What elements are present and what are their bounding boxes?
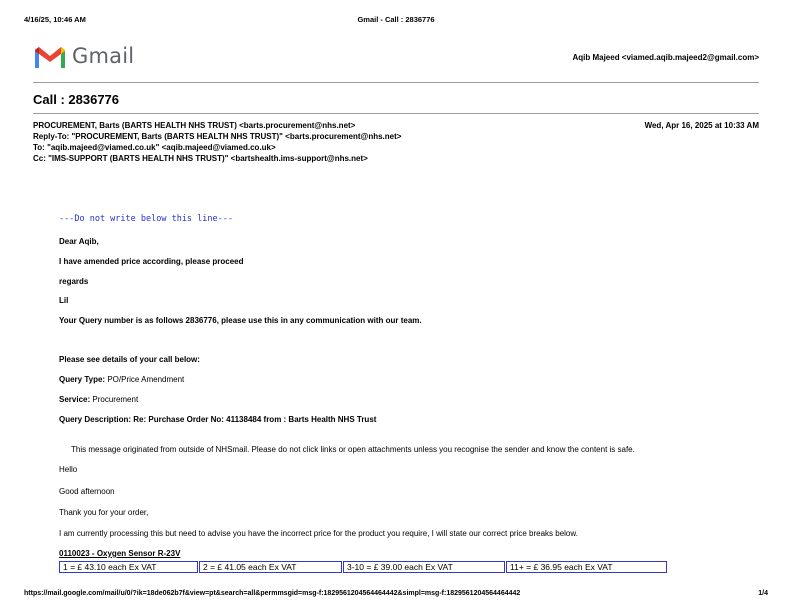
price-break-cell: 11+ = £ 36.95 each Ex VAT <box>506 561 667 573</box>
header-divider <box>33 82 759 83</box>
from-line: PROCUREMENT, Barts (BARTS HEALTH NHS TRUST) <barts.procurement@nhs.net> <box>33 121 356 130</box>
gmail-m-icon <box>33 44 67 70</box>
reply-marker: ---Do not write below this line--- <box>59 214 233 224</box>
query-type-row <box>59 375 184 384</box>
print-page-number: 1/4 <box>758 590 768 597</box>
price-break-cell: 3-10 = £ 39.00 each Ex VAT <box>343 561 505 573</box>
hello-line: Hello <box>59 465 78 474</box>
external-warning: This message originated from outside of NHSmail. Please do not click links or open attachments unless you recognise the sender and know the content is safe. <box>71 445 635 454</box>
print-datetime: 4/16/25, 10:46 AM <box>24 15 86 24</box>
price-break-cell: 2 = £ 41.05 each Ex VAT <box>199 561 342 573</box>
gmail-wordmark: Gmail <box>72 44 135 68</box>
greeting: Dear Aqib, <box>59 237 99 246</box>
service-row <box>59 395 138 404</box>
body-line-2: regards <box>59 277 89 286</box>
thanks-line: Thank you for your order, <box>59 508 149 517</box>
query-type-value: PO/Price Amendment <box>107 375 185 384</box>
product-line: 0110023 - Oxygen Sensor R-23V <box>59 549 181 558</box>
query-number-line: Your Query number is as follows 2836776, please use this in any communication with our team. <box>59 316 422 325</box>
good-afternoon-line: Good afternoon <box>59 487 115 496</box>
print-doc-title: Gmail - Call : 2836776 <box>357 15 435 24</box>
query-description: Query Description: Re: Purchase Order No: 41138484 from : Barts Health NHS Trust <box>59 415 377 424</box>
processing-line: I am currently processing this but need to advise you have the incorrect price for the product you require, I will state our correct price breaks below. <box>59 529 578 538</box>
print-footer-url: https://mail.google.com/mail/u/0/?ik=18de062b7f&view=pt&search=all&permmsgid=msg-f:1829561204564464442&simpl=msg-f:1829561204564464442 <box>24 590 521 597</box>
account-label: Aqib Majeed <viamed.aqib.majeed2@gmail.com> <box>572 53 759 62</box>
subject-divider <box>33 113 759 114</box>
email-subject: Call : 2836776 <box>33 92 120 107</box>
cc-line: Cc: "IMS-SUPPORT (BARTS HEALTH NHS TRUST)" <bartshealth.ims-support@nhs.net> <box>33 154 368 163</box>
price-break-cell: 1 = £ 43.10 each Ex VAT <box>59 561 198 573</box>
service-value: Procurement <box>92 395 139 404</box>
signoff: Lil <box>59 296 69 305</box>
body-line-1: I have amended price according, please proceed <box>59 257 244 266</box>
reply-to-line: Reply-To: "PROCUREMENT, Barts (BARTS HEALTH NHS TRUST)" <barts.procurement@nhs.net> <box>33 132 402 141</box>
message-date: Wed, Apr 16, 2025 at 10:33 AM <box>644 121 759 130</box>
query-type-label: Query Type: <box>59 375 106 384</box>
to-line: To: "aqib.majeed@viamed.co.uk" <aqib.majeed@viamed.co.uk> <box>33 143 276 152</box>
service-label: Service: <box>59 395 91 404</box>
details-heading: Please see details of your call below: <box>59 355 200 364</box>
